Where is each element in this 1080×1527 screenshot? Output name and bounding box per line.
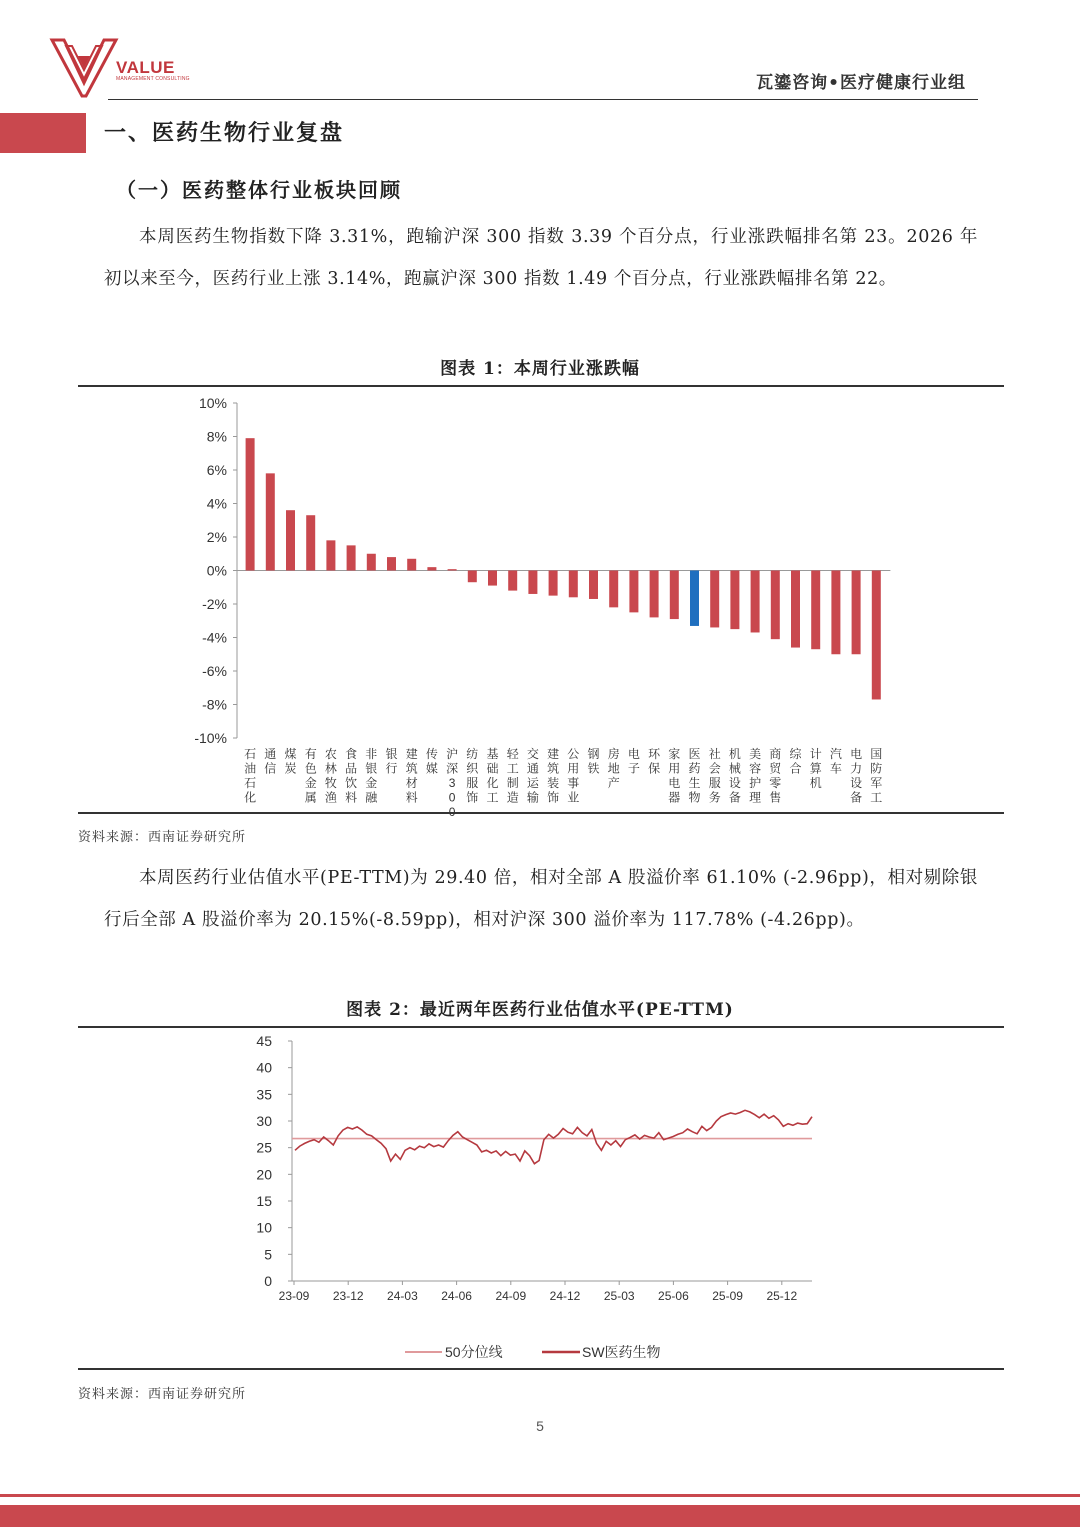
x-tick-label: 25-12 (766, 1289, 798, 1303)
header-divider (108, 99, 978, 100)
x-tick-label: 23-12 (332, 1289, 364, 1303)
category-label: 交通运输 (526, 747, 539, 805)
category-label: 国防军工 (870, 747, 883, 805)
bar-传媒 (427, 567, 436, 570)
y-tick-label: 30 (256, 1113, 272, 1129)
category-label: 传媒 (425, 747, 438, 776)
bar-社会服务 (710, 571, 719, 628)
bar-医药生物 (690, 571, 699, 626)
figure1-top-rule (78, 385, 1004, 387)
bar-环保 (650, 571, 659, 618)
y-tick-label: 8% (206, 428, 227, 445)
bar-食品饮料 (347, 545, 356, 570)
bar-交通运输 (528, 571, 537, 594)
figure2-source: 资料来源：西南证券研究所 (78, 1387, 247, 1402)
bar-钢铁 (589, 571, 598, 599)
bar-轻工制造 (508, 571, 517, 591)
bar-商贸零售 (771, 571, 780, 640)
category-label: 通信 (264, 747, 277, 776)
subsection-title: （一）医药整体行业板块回顾 (116, 178, 402, 202)
bar-汽车 (831, 571, 840, 655)
x-tick-label: 24-09 (495, 1289, 527, 1303)
y-tick-label: 40 (256, 1059, 272, 1076)
x-tick-label: 24-06 (441, 1289, 472, 1303)
bar-建筑材料 (407, 559, 416, 571)
y-tick-label: -6% (202, 663, 227, 679)
category-label: 煤炭 (284, 747, 297, 776)
category-label: 建筑材料 (405, 747, 418, 805)
section-title: 一、医药生物行业复盘 (104, 120, 345, 146)
logo-subtext: MANAGEMENT CONSULTING (116, 76, 190, 82)
category-label: 农林牧渔 (324, 747, 337, 805)
bar-沪深300 (448, 569, 457, 570)
legend-median-label: 50分位线 (445, 1344, 503, 1360)
pe-ttm-line-chart (230, 1030, 850, 1365)
x-tick-label: 25-03 (603, 1289, 635, 1303)
category-label: 汽车 (829, 747, 842, 776)
category-label: 有色金属 (304, 747, 317, 805)
bar-机械设备 (730, 571, 739, 630)
y-tick-label: 4% (206, 495, 227, 512)
footer-thin-bar (0, 1494, 1080, 1497)
y-tick-label: 20 (256, 1166, 272, 1183)
y-tick-label: -2% (202, 596, 227, 612)
y-tick-label: 15 (256, 1193, 272, 1209)
y-tick-label: 2% (206, 529, 227, 545)
category-label: 环保 (648, 747, 661, 776)
category-label: 纺织服饰 (466, 747, 479, 805)
category-label: 沪深 3 0 (446, 747, 459, 805)
bar-农林牧渔 (326, 540, 335, 570)
y-tick-label: -4% (202, 629, 227, 646)
bar-有色金属 (306, 515, 315, 570)
category-label: 美容护理 (749, 747, 762, 805)
paragraph-valuation: 本周医药行业估值水平(PE-TTM)为 29.40 倍，相对全部 A 股溢价率 61.10% (-2.96pp)，相对剔除银行后全部 A 股溢价率为 20.15%(-8.59pp)，相对沪深 300 溢价率为 117.78% (-4.26pp)。 (104, 868, 978, 930)
bar-电子 (629, 571, 638, 613)
category-label: 公用事业 (567, 747, 580, 805)
category-label: 基础化工 (486, 747, 499, 805)
logo-text: VALUE (116, 58, 175, 77)
category-label: 电力设备 (850, 747, 863, 805)
y-tick-label: 5 (264, 1246, 272, 1263)
bar-计算机 (811, 571, 820, 650)
category-label: 家用电器 (668, 747, 681, 805)
bar-通信 (266, 473, 275, 570)
y-tick-label: 0% (206, 562, 227, 579)
y-tick-label: 10 (256, 1219, 272, 1236)
category-label: 社会服务 (708, 747, 721, 805)
category-label: 房地产 (607, 747, 620, 790)
category-label: 食品饮料 (345, 747, 358, 805)
figure2-bottom-rule (78, 1368, 1004, 1370)
x-tick-label: 24-12 (549, 1289, 581, 1303)
bar-房地产 (609, 571, 618, 608)
pe-ttm-series-line (295, 1110, 812, 1163)
category-label: 银行 (385, 747, 398, 776)
category-label: 综合 (789, 747, 802, 776)
bar-国防军工 (872, 571, 881, 700)
y-tick-label: -10% (194, 730, 227, 746)
category-label: 建筑装饰 (547, 747, 560, 805)
y-tick-label: 0 (264, 1273, 272, 1289)
category-label: 钢铁 (587, 747, 600, 776)
page-number: 5 (536, 1418, 544, 1434)
category-label: 电子 (627, 747, 640, 776)
category-label: 轻工制造 (506, 747, 519, 805)
bar-煤炭 (286, 510, 295, 570)
y-tick-label: 35 (256, 1086, 272, 1103)
figure2-top-rule (78, 1026, 1004, 1028)
bar-综合 (791, 571, 800, 648)
legend-pe-label: SW医药生物 (582, 1344, 661, 1360)
bar-公用事业 (569, 571, 578, 598)
category-label: 计算机 (809, 747, 822, 790)
x-tick-label: 23-09 (278, 1289, 310, 1303)
category-label: 商贸零售 (769, 747, 782, 805)
figure2-title: 图表 2：最近两年医药行业估值水平(PE-TTM) (346, 1000, 734, 1020)
bar-电力设备 (852, 571, 861, 655)
bar-纺织服饰 (468, 571, 477, 583)
y-tick-label: 45 (256, 1033, 272, 1049)
bar-石油石化 (246, 438, 255, 570)
paragraph-weekly-performance: 本周医药生物指数下降 3.31%，跑输沪深 300 指数 3.39 个百分点，行业涨跌幅排名第 23。2026 年初以来至今，医药行业上涨 3.14%，跑赢沪深 300 指数 1.49 个百分点，行业涨跌幅排名第 22。 (104, 227, 978, 289)
header-organization: 瓦鎏咨询•医疗健康行业组 (756, 73, 966, 93)
figure1-title: 图表 1：本周行业涨跌幅 (440, 359, 640, 379)
category-label: 石油石化 (244, 747, 257, 805)
bar-银行 (387, 557, 396, 570)
bar-建筑装饰 (549, 571, 558, 596)
x-tick-label: 25-06 (658, 1289, 689, 1303)
y-tick-label: 6% (206, 462, 227, 478)
section-marker-bar (0, 113, 86, 153)
bar-家用电器 (670, 571, 679, 620)
x-tick-label: 25-09 (712, 1289, 743, 1303)
y-tick-label: 10% (198, 395, 227, 411)
category-label: 医药生物 (688, 747, 701, 805)
industry-change-bar-chart (170, 390, 910, 810)
x-tick-label: 24-03 (387, 1289, 418, 1303)
figure1-source: 资料来源：西南证券研究所 (78, 830, 247, 845)
category-label: 机械设备 (728, 747, 741, 805)
bar-美容护理 (751, 571, 760, 633)
y-tick-label: 25 (256, 1139, 272, 1156)
figure1-bottom-rule (78, 812, 1004, 814)
bar-非银金融 (367, 554, 376, 571)
y-tick-label: -8% (202, 696, 227, 713)
bar-基础化工 (488, 571, 497, 586)
footer-thick-bar (0, 1505, 1080, 1527)
category-label: 非银金融 (365, 747, 378, 805)
